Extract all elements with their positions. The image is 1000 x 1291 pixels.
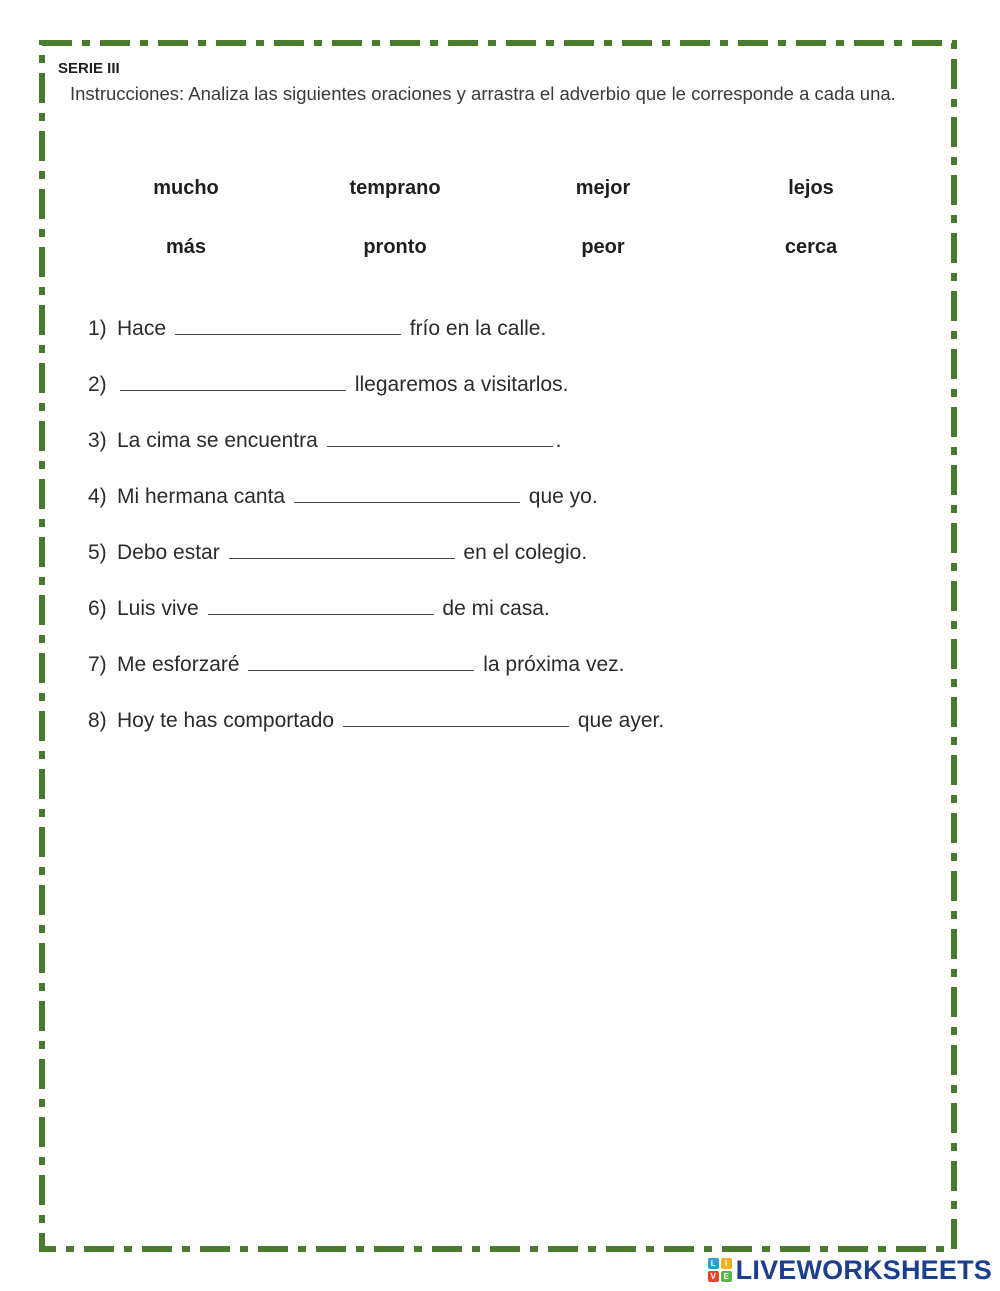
sentence-text-after: de mi casa. (442, 597, 550, 620)
sentence-5 (88, 538, 587, 565)
answer-drop-zone[interactable] (248, 650, 474, 671)
sentence-number: 5) (88, 541, 107, 564)
sentence-8 (88, 706, 664, 733)
logo-square: E (721, 1271, 732, 1282)
answer-drop-zone[interactable] (120, 370, 346, 391)
word-bank-item[interactable]: cerca (784, 236, 838, 258)
word-bank-item[interactable]: lejos (788, 177, 834, 199)
sentence-text-before: La cima se encuentra (117, 429, 318, 452)
sentence-text-after: llegaremos a visitarlos. (354, 373, 569, 396)
sentence-3 (88, 426, 561, 453)
sentence-text-after: que ayer. (577, 709, 665, 732)
sentence-text-after: frío en la calle. (409, 317, 547, 340)
answer-drop-zone[interactable] (327, 426, 553, 447)
sentence-number: 7) (88, 653, 107, 676)
sentence-text-before: Hoy te has comportado (117, 709, 335, 732)
logo-square: L (708, 1258, 719, 1269)
word-bank-item[interactable]: pronto (363, 236, 427, 258)
sentence-text-before: Luis vive (117, 597, 199, 620)
answer-drop-zone[interactable] (294, 482, 520, 503)
answer-drop-zone[interactable] (208, 594, 434, 615)
word-bank-item[interactable]: peor (581, 236, 625, 258)
sentence-text-before: Hace (117, 317, 167, 340)
liveworksheets-brand (708, 1254, 992, 1286)
answer-drop-zone[interactable] (229, 538, 455, 559)
sentence-number: 4) (88, 485, 107, 508)
sentence-7 (88, 650, 624, 677)
sentence-6 (88, 594, 550, 621)
sentence-number: 8) (88, 709, 107, 732)
word-bank-item[interactable]: temprano (349, 177, 441, 199)
logo-square: I (721, 1258, 732, 1269)
sentence-4 (88, 482, 598, 509)
sentence-text-after: . (555, 429, 562, 452)
sentence-number: 1) (88, 317, 107, 340)
word-bank-item[interactable]: mucho (153, 177, 219, 199)
word-bank-item[interactable]: mejor (575, 177, 631, 199)
liveworksheets-logo-icon (708, 1258, 732, 1282)
sentence-number: 3) (88, 429, 107, 452)
instructions-text: Instrucciones: Analiza las siguientes oraciones y arrastra el adverbio que le corresponde a cada una. (70, 83, 896, 104)
brand-name: LIVEWORKSHEETS (735, 1254, 992, 1285)
sentence-text-after: la próxima vez. (483, 653, 625, 676)
sentence-text-before: Me esforzaré (117, 653, 240, 676)
sentence-text-after: que yo. (528, 485, 598, 508)
answer-drop-zone[interactable] (175, 314, 401, 335)
sentence-number: 6) (88, 597, 107, 620)
sentence-text-before: Mi hermana canta (117, 485, 286, 508)
sentence-1 (88, 314, 546, 341)
answer-drop-zone[interactable] (343, 706, 569, 727)
sentence-2 (88, 370, 568, 397)
word-bank-item[interactable]: más (165, 236, 207, 258)
sentence-text-after: en el colegio. (463, 541, 588, 564)
logo-square: V (708, 1271, 719, 1282)
sentence-number: 2) (88, 373, 107, 396)
sentence-text-before: Debo estar (117, 541, 220, 564)
series-title: SERIE III (58, 60, 120, 77)
